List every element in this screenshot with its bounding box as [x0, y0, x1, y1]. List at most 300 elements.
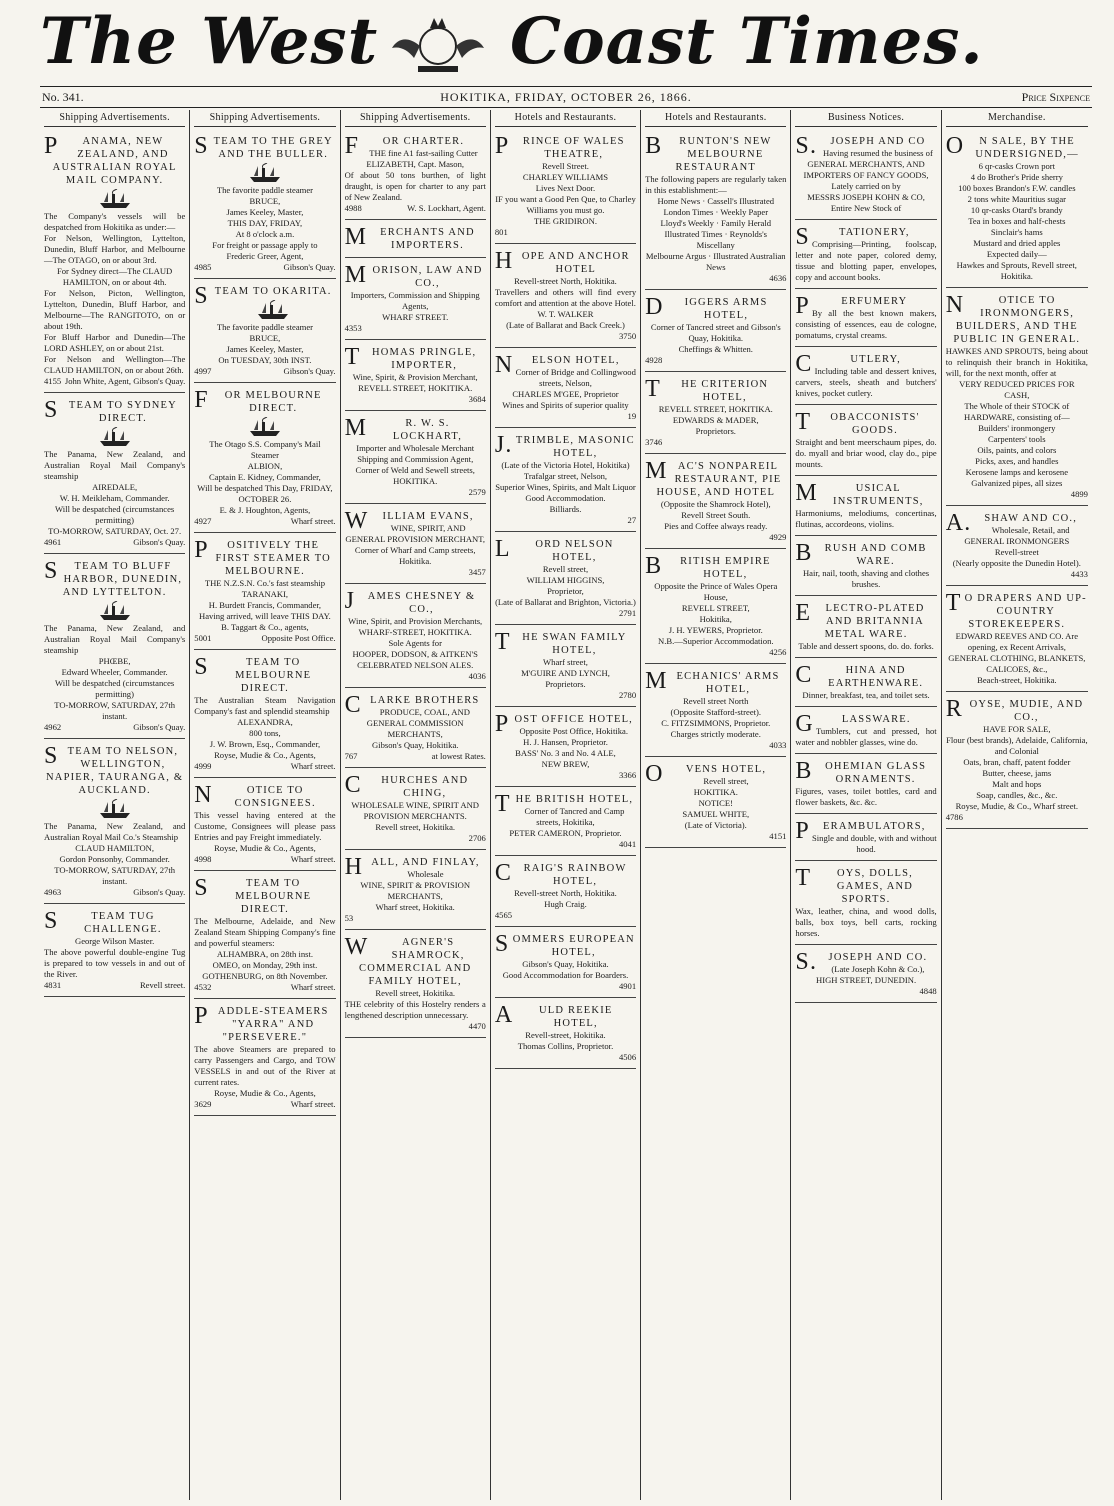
- ad-title: PRINCE OF WALES THEATRE,: [494, 133, 625, 160]
- ad-footer-text: 4433: [1070, 569, 1088, 579]
- ad-text-line: The Otago S.S. Company's Mail Steamer: [209, 439, 321, 460]
- ad-title: BOHEMIAN GLASS ORNAMENTS.: [795, 758, 927, 785]
- ad-text-line: Revell-street: [994, 547, 1039, 557]
- ad-text-line: Tumblers, cut and pressed, hot water and nobbler glasses, wine do.: [795, 726, 937, 747]
- column-7: [942, 110, 1092, 1500]
- ad-number: 4565: [494, 910, 513, 920]
- ad-text-line: Flour (best brands), Adelaide, California, and Colonial: [946, 735, 1088, 756]
- steamship-icon: [248, 417, 282, 437]
- advertisement: [44, 556, 185, 739]
- ad-text-line: Illustrated Times · Reynolds's Miscellany: [664, 229, 768, 250]
- ad-text-line: Corner of Tancred street and Gibson's Quay, Hokitika.: [650, 322, 781, 343]
- ad-text-line: Figures, vases, toilet bottles, card and flower baskets, &c. &c.: [795, 786, 937, 807]
- ad-title: STEAM TO BLUFF HARBOR, DUNEDIN, AND LYTTELTON.: [44, 558, 183, 598]
- ad-text-line: Proprietor,: [547, 586, 584, 596]
- ad-text-line: C. FITZSIMMONS, Proprietor.: [661, 718, 771, 728]
- ad-footer: [495, 227, 636, 238]
- ad-text-line: Gibson's Quay, Hokitika.: [371, 740, 459, 750]
- ad-text-line: Wholesale: [407, 869, 444, 879]
- ad-text-line: ALBION,: [247, 461, 283, 471]
- ad-footer-text: 4470: [468, 1021, 486, 1031]
- ad-text-line: This vessel having entered at the Custome, Consignees will please pass Entries and pay Freight immediately.: [194, 810, 336, 842]
- ad-footer-text: 3366: [618, 770, 637, 780]
- ad-footer: [495, 770, 636, 781]
- ad-number: 4786: [945, 812, 963, 822]
- ad-text-line: WILLIAM HIGGINS,: [526, 575, 605, 585]
- ad-footer: [795, 986, 936, 997]
- ad-footer: [345, 487, 486, 498]
- ad-text-line: Captain E. Kidney, Commander,: [209, 472, 321, 482]
- ad-title: MORISON, LAW AND CO.,: [344, 262, 483, 289]
- ad-text-line: Hawkes and Sprouts, Revell street, Hokitika.: [956, 260, 1077, 281]
- issue-price: Price Sixpence: [1021, 90, 1090, 104]
- advertisement: [795, 816, 936, 861]
- ad-text-line: W. T. WALKER: [537, 309, 594, 319]
- ad-text-line: PRODUCE, COAL, AND GENERAL COMMISSION MERCHANTS,: [366, 707, 470, 739]
- ad-footer: [495, 981, 636, 992]
- ad-text-line: Galvanized pipes, all sizes: [971, 478, 1063, 488]
- ad-text-line: THE celebrity of this Hostelry renders a lengthened description unnecessary.: [344, 999, 486, 1020]
- ad-text-line: GENERAL CLOTHING, BLANKETS, CALICOES, &c.,: [948, 653, 1086, 674]
- ad-text-line: TO-MORROW, SATURDAY, 27th instant.: [54, 865, 176, 886]
- ad-text-line: Expected daily—: [986, 249, 1047, 259]
- ad-title: S.JOSEPH AND CO: [795, 133, 926, 159]
- ad-title: CHURCHES AND CHING,: [344, 772, 469, 799]
- column-heading: Merchandise.: [946, 110, 1088, 127]
- ad-number: 4155: [44, 376, 62, 386]
- ad-text-line: HOKITIKA.: [393, 476, 438, 486]
- advertisement: [645, 374, 786, 454]
- ad-text-line: GENERAL IRONMONGERS: [964, 536, 1070, 546]
- ad-footer: [645, 273, 786, 284]
- ad-text-line: ALEXANDRA,: [237, 717, 293, 727]
- ad-text-line: WINE, SPIRIT, AND GENERAL PROVISION MERCHANT,: [345, 523, 486, 544]
- advertisement: [946, 508, 1088, 586]
- column-2: [190, 110, 340, 1500]
- ad-text-line: The following papers are regularly taken in this establishment:—: [645, 174, 787, 195]
- ad-text-line: The above powerful double-engine Tug is prepared to tow vessels in and out of the River.: [44, 947, 186, 979]
- column-heading: Business Notices.: [795, 110, 936, 127]
- ad-text-line: CHARLES M'GEE, Proprietor: [512, 389, 619, 399]
- ad-title: SOMMERS EUROPEAN HOTEL,: [494, 931, 635, 958]
- advertisement: [795, 291, 936, 347]
- advertisement: [495, 709, 636, 787]
- ad-text-line: Comprising—Printing, foolscap, letter and note paper, colored demy, tissue and blotting paper, envelopes, copy and account books.: [795, 239, 937, 282]
- ad-title: HOPE AND ANCHOR HOTEL: [494, 248, 630, 275]
- ad-footer: [345, 394, 486, 405]
- ad-text-line: Revell street,: [542, 564, 589, 574]
- advertisement: [495, 627, 636, 707]
- ad-number: 801: [494, 227, 508, 237]
- ad-text-line: REVELL STREET, HOKITIKA.: [658, 404, 773, 414]
- advertisement: [495, 131, 636, 244]
- advertisement: [795, 709, 936, 754]
- column-1: [40, 110, 190, 1500]
- ad-text-line: James Keeley, Master,: [226, 344, 304, 354]
- ad-text-line: Oats, bran, chaff, patent fodder: [963, 757, 1071, 767]
- ad-text-line: Picks, axes, and handles: [975, 456, 1059, 466]
- ad-title: STEAM TO MELBOURNE DIRECT.: [194, 654, 312, 694]
- ad-text-line: Opposite Post Office, Hokitika.: [519, 726, 628, 736]
- ad-title: THE SWAN FAMILY HOTEL,: [494, 629, 627, 656]
- advertisement: [495, 789, 636, 856]
- column-4: [491, 110, 641, 1500]
- ad-number: 4532: [194, 982, 212, 992]
- ad-text-line: OMEO, on Monday, 29th inst.: [212, 960, 318, 970]
- ad-footer-text: 27: [627, 515, 637, 525]
- ad-text-line: Sole Agents for: [388, 638, 442, 648]
- ad-text-line: (Nearly opposite the Dunedin Hotel).: [952, 558, 1081, 568]
- ad-text-line: THE GRIDIRON.: [533, 216, 597, 226]
- advertisement: [495, 246, 636, 348]
- ad-number: 4998: [194, 854, 212, 864]
- advertisement: [345, 586, 486, 688]
- advertisement: [645, 292, 786, 372]
- ad-text-line: Opposite the Prince of Wales Opera House,: [654, 581, 778, 602]
- ad-title: THE BRITISH HOTEL,: [494, 791, 634, 817]
- ad-title: GLASSWARE.: [795, 711, 911, 737]
- ad-text-line: HAVE FOR SALE,: [983, 724, 1051, 734]
- ad-footer-text: Opposite Post Office.: [261, 633, 336, 643]
- ad-footer: [645, 740, 786, 751]
- ad-text-line: Revell Street.: [542, 161, 589, 171]
- advertisement: [345, 506, 486, 584]
- ad-text-line: Having arrived, will leave THIS DAY.: [199, 611, 331, 621]
- ad-text-line: THIS DAY, FRIDAY,: [227, 218, 303, 228]
- ad-footer-text: Wharf street.: [290, 1099, 336, 1109]
- advertisement: [495, 534, 636, 625]
- ad-footer-text: 4929: [769, 532, 787, 542]
- ad-text-line: Table and dessert spoons, do. do. forks.: [798, 641, 934, 651]
- issue-date: HOKITIKA, FRIDAY, OCTOBER 26, 1866.: [440, 90, 692, 104]
- ad-number: 4985: [194, 262, 212, 272]
- advertisement: [345, 131, 486, 220]
- ad-text-line: Entire New Stock of: [830, 203, 902, 213]
- ad-text-line: Sinclair's hams: [990, 227, 1043, 237]
- ad-text-line: Cheffings & Whitten.: [678, 344, 753, 354]
- advertisement: [44, 131, 185, 393]
- ad-text-line: Travellers and others will find every comfort and attention at the above Hotel.: [494, 287, 637, 308]
- ad-number: 4997: [194, 366, 212, 376]
- ad-footer-text: Wharf street.: [290, 982, 336, 992]
- ad-text-line: CLAUD HAMILTON,: [75, 843, 155, 853]
- ad-number: 4353: [344, 323, 362, 333]
- advertisement: [44, 741, 185, 904]
- advertisement: [194, 780, 335, 871]
- ad-text-line: Kerosene lamps and kerosene: [965, 467, 1069, 477]
- steamship-icon: [98, 799, 132, 819]
- advertisement: [194, 652, 335, 778]
- ad-text-line: GENERAL MERCHANTS, AND: [807, 159, 925, 169]
- ad-footer-text: Wharf street.: [290, 761, 336, 771]
- advertisement: [345, 342, 486, 411]
- ad-footer-text: Revell street.: [139, 980, 186, 990]
- ad-text-line: Wharf street,: [543, 657, 588, 667]
- column-heading: Shipping Advertisements.: [345, 110, 486, 127]
- ad-title: TOYS, DOLLS, GAMES, AND SPORTS.: [795, 865, 914, 905]
- ad-text-line: Wine, Spirit, & Provision Merchant,: [352, 372, 478, 382]
- ad-text-line: THE N.Z.S.N. Co.'s fast steamship: [204, 578, 326, 588]
- ad-text-line: IF you want a Good Pen Que, to Charley Williams you must go.: [495, 194, 636, 215]
- ad-footer-text: 4256: [769, 647, 787, 657]
- advertisement: [345, 852, 486, 930]
- ad-text-line: HOKITIKA.: [693, 787, 738, 797]
- ad-title: JAMES CHESNEY & CO.,: [344, 588, 476, 615]
- ad-text-line: Revell-street, Hokitika.: [525, 1030, 606, 1040]
- ad-text-line: Single and double, with and without hood.: [812, 833, 937, 854]
- ad-footer: [194, 761, 335, 772]
- ad-text-line: Straight and bent meerschaum pipes, do. do. myall and briar wood, clay do., pipe mounts.: [795, 437, 937, 469]
- ad-text-line: (Opposite Stafford-street).: [670, 707, 762, 717]
- ad-text-line: London Times · Weekly Paper: [663, 207, 769, 217]
- ad-number: 4831: [44, 980, 62, 990]
- ad-footer-text: Gibson's Quay.: [133, 722, 186, 732]
- ad-text-line: (Late of Ballarat and Brighton, Victoria.): [495, 597, 636, 607]
- ad-text-line: Corner of Weld and Sewell streets,: [355, 465, 475, 475]
- ad-text-line: Thomas Collins, Proprietor.: [517, 1041, 614, 1051]
- ad-text-line: M'GUIRE AND LYNCH,: [521, 668, 610, 678]
- ad-text-line: W. H. Meikleham, Commander.: [59, 493, 170, 503]
- ad-title: MAC'S NONPAREIL RESTAURANT, PIE HOUSE, AND HOTEL: [645, 458, 782, 498]
- ad-text-line: N.B.—Superior Accommodation.: [658, 636, 774, 646]
- column-6: [791, 110, 941, 1500]
- advertisement: [194, 1001, 335, 1116]
- ad-text-line: Oils, paints, and colors: [977, 445, 1057, 455]
- ad-text-line: Beach-street, Hokitika.: [977, 675, 1057, 685]
- ad-footer-text: 4036: [468, 671, 486, 681]
- ad-text-line: Revell-street North, Hokitika.: [514, 276, 617, 286]
- ad-title: ON SALE, BY THE UNDERSIGNED,—: [945, 133, 1079, 160]
- ad-text-line: WHARF STREET.: [382, 312, 449, 322]
- ad-footer-text: 2706: [468, 833, 486, 843]
- ad-title: J.TRIMBLE, MASONIC HOTEL,: [494, 432, 635, 459]
- ad-text-line: Royse, Mudie & Co., Agents,: [214, 1088, 316, 1098]
- ad-footer-text: Gibson's Quay.: [283, 262, 336, 272]
- ad-title: NOTICE TO CONSIGNEES.: [194, 782, 316, 809]
- ad-footer: [44, 722, 185, 733]
- ad-text-line: E. & J. Houghton, Agents,: [219, 505, 311, 515]
- ad-text-line: J. W. Brown, Esq., Commander,: [209, 739, 321, 749]
- ad-text-line: CHARLEY WILLIAMS: [522, 172, 609, 182]
- ad-text-line: Revell-street North, Hokitika.: [514, 888, 617, 898]
- ad-text-line: 4 do Brother's Pride sherry: [970, 172, 1063, 182]
- ad-title: ROYSE, MUDIE, AND CO.,: [945, 696, 1084, 723]
- steamship-icon: [98, 427, 132, 447]
- masthead-title-left: The West: [40, 4, 379, 79]
- ad-text-line: TO-MORROW, SATURDAY, 27th instant.: [54, 700, 176, 721]
- ad-title: AULD REEKIE HOTEL,: [494, 1002, 613, 1029]
- ad-footer: [495, 411, 636, 422]
- column-heading: Hotels and Restaurants.: [495, 110, 636, 127]
- ad-text-line: EDWARD REEVES AND CO. Are opening, ex Recent Arrivals,: [955, 631, 1079, 652]
- ad-text-line: Of about 50 tons burthen, of light draught, is open for charter to any part of New Zealand.: [344, 170, 486, 202]
- advertisement: [795, 349, 936, 405]
- ad-footer-text: 3750: [618, 331, 637, 341]
- ad-text-line: Proprietors.: [545, 679, 586, 689]
- ad-title: LORD NELSON HOTEL,: [494, 536, 614, 563]
- ad-footer-text: at lowest Rates.: [431, 751, 486, 761]
- ad-text-line: Gordon Ponsonby, Commander.: [59, 854, 170, 864]
- ad-text-line: Mustard and dried apples: [973, 238, 1061, 248]
- ad-footer-text: 19: [627, 411, 637, 421]
- issue-number: No. 341.: [42, 90, 84, 104]
- ad-text-line: Royse, Mudie, & Co., Wharf street.: [955, 801, 1079, 811]
- ad-text-line: (Late of the Victoria Hotel, Hokitika): [501, 460, 630, 470]
- ad-footer: [194, 366, 335, 377]
- advertisement: [495, 929, 636, 998]
- ad-title: POST OFFICE HOTEL,: [494, 711, 634, 737]
- advertisement: [946, 290, 1088, 506]
- ad-footer: [345, 203, 486, 214]
- column-heading: Shipping Advertisements.: [194, 110, 335, 127]
- ad-text-line: Good Accommodation for Boarders.: [502, 970, 629, 980]
- ad-title: PANAMA, NEW ZEALAND, AND AUSTRALIAN ROYAL MAIL COMPANY.: [44, 133, 177, 186]
- ad-footer: [44, 376, 185, 387]
- ad-title: NELSON HOTEL,: [494, 352, 620, 378]
- steamship-icon: [248, 163, 282, 183]
- ad-text-line: For freight or passage apply to: [212, 240, 318, 250]
- ad-title: ELECTRO-PLATED AND BRITANNIA METAL WARE.: [795, 600, 925, 640]
- steamship-icon: [256, 300, 290, 320]
- ad-footer: [194, 633, 335, 644]
- ad-title: THOMAS PRINGLE, IMPORTER,: [344, 344, 477, 371]
- advertisement: [795, 131, 936, 220]
- ad-footer: [645, 437, 786, 448]
- ad-footer: [194, 262, 335, 273]
- ad-text-line: The favorite paddle steamer: [216, 185, 313, 195]
- advertisement: [795, 538, 936, 596]
- column-heading: Shipping Advertisements.: [44, 110, 185, 127]
- ad-title: S.JOSEPH AND CO.: [795, 949, 928, 975]
- ad-footer-text: Gibson's Quay.: [283, 366, 336, 376]
- advertisement: [645, 759, 786, 848]
- ad-text-line: (Late of Ballarat and Back Creek.): [506, 320, 625, 330]
- ad-footer: [495, 1052, 636, 1063]
- ad-title: TO DRAPERS AND UP-COUNTRY STOREKEEPERS.: [945, 590, 1087, 630]
- ad-footer-text: 4151: [769, 831, 787, 841]
- ad-text-line: Revell street, Hokitika.: [375, 988, 456, 998]
- ad-text-line: The Panama, New Zealand, and Australian Royal Mail Company's steamship: [44, 449, 186, 481]
- ad-title: TOBACCONISTS' GOODS.: [795, 409, 920, 436]
- advertisement: [795, 222, 936, 289]
- ad-text-line: Harmoniums, melodiums, concertinas, flutinas, accordeons, violins.: [795, 508, 937, 529]
- ad-text-line: MESSRS JOSEPH KOHN & CO,: [807, 192, 925, 202]
- ad-text-line: (Late Joseph Kohn & Co.),: [831, 964, 925, 974]
- ad-text-line: 100 boxes Brandon's F.W. candles: [958, 183, 1076, 193]
- ad-text-line: Billiards.: [549, 504, 582, 514]
- ad-text-line: Including table and dessert knives, carvers, steels, sheath and butchers' knives, pocket cutlery.: [795, 366, 937, 398]
- ad-title: STEAM TO OKARITA.: [194, 283, 332, 309]
- ad-number: 53: [344, 913, 354, 923]
- ad-text-line: Royse, Mudie & Co., Agents,: [214, 843, 316, 853]
- ad-text-line: WINE, SPIRIT & PROVISION MERCHANTS,: [360, 880, 471, 901]
- ad-text-line: Pies and Coffee always ready.: [664, 521, 768, 531]
- advertisement: [795, 598, 936, 658]
- ad-text-line: Corner of Tancred and Camp streets, Hokitika,: [524, 806, 625, 827]
- ad-text-line: HIGH STREET, DUNEDIN.: [816, 975, 917, 985]
- ad-text-line: Revell street North: [683, 696, 749, 706]
- ad-number: 3629: [194, 1099, 212, 1109]
- ad-footer: [44, 887, 185, 898]
- ad-text-line: Shipping and Commission Agent,: [357, 454, 474, 464]
- ad-footer-text: 3457: [468, 567, 486, 577]
- ad-text-line: B. Taggart & Co., agents,: [221, 622, 309, 632]
- ad-text-line: Revell street,: [703, 776, 749, 786]
- ad-text-line: Hokitika,: [699, 614, 732, 624]
- ad-text-line: For Nelson, Picton, Wellington, Lyttelton, Dunedin, Bluff Harbor, and Melbourne—The RANGITOTO, on or about 19th.: [44, 288, 186, 331]
- ad-text-line: Wholesale, Retail, and: [991, 525, 1070, 535]
- steamship-icon: [98, 189, 132, 209]
- advertisement: [194, 535, 335, 650]
- ad-text-line: Will be despatched This Day, FRIDAY, OCTOBER 26.: [197, 483, 333, 504]
- ad-number: 4963: [44, 887, 62, 897]
- ad-text-line: NOTICE!: [698, 798, 733, 808]
- dateline-bar: [40, 86, 1092, 108]
- ad-text-line: REVELL STREET,: [681, 603, 750, 613]
- ad-title: FOR CHARTER.: [344, 133, 465, 159]
- advertisement: [645, 456, 786, 549]
- ad-footer: [345, 751, 486, 762]
- ad-footer: [946, 812, 1088, 823]
- advertisement: [194, 281, 335, 383]
- ad-text-line: Importer and Wholesale Merchant: [356, 443, 475, 453]
- ad-title: FOR MELBOURNE DIRECT.: [194, 387, 322, 414]
- ad-footer-text: 2780: [618, 690, 637, 700]
- ad-text-line: By all the best known makers, consisting of essences, eau de cologne, pomatums, crystal creams.: [795, 308, 937, 340]
- ad-number: 4999: [194, 761, 212, 771]
- ad-title: MERCHANTS AND IMPORTERS.: [344, 224, 475, 251]
- ad-title: PADDLE-STEAMERS "YARRA" AND "PERSEVERE.": [194, 1003, 329, 1043]
- ad-title: MECHANICS' ARMS HOTEL,: [645, 668, 780, 695]
- ad-text-line: REVELL STREET, HOKITIKA.: [358, 383, 473, 393]
- ad-title: HALL, AND FINLAY,: [344, 854, 480, 880]
- ad-footer-text: 4033: [769, 740, 787, 750]
- ad-title: MUSICAL INSTRUMENTS,: [795, 480, 924, 507]
- ad-text-line: ALHAMBRA, on 28th inst.: [216, 949, 314, 959]
- advertisement: [645, 551, 786, 664]
- ad-footer-text: 4848: [919, 986, 937, 996]
- advertisement: [495, 858, 636, 927]
- ad-footer: [194, 1099, 335, 1110]
- advertisement: [795, 407, 936, 476]
- ad-title: STEAM TO THE GREY AND THE BULLER.: [194, 133, 333, 160]
- ad-footer: [645, 647, 786, 658]
- ad-number: 5001: [194, 633, 212, 643]
- masthead: [0, 0, 1114, 88]
- advertisement: [795, 478, 936, 536]
- ad-footer-text: John White, Agent, Gibson's Quay.: [64, 376, 186, 386]
- ad-footer: [345, 913, 486, 924]
- ad-text-line: The Melbourne, Adelaide, and New Zealand Steam Shipping Company's fine and powerful steamers:: [194, 916, 336, 948]
- ad-footer: [345, 323, 486, 334]
- column-3: [341, 110, 491, 1500]
- ad-footer: [495, 608, 636, 619]
- ad-text-line: For Nelson, Wellington, Lyttelton, Dunedin, Bluff Harbor, and Melbourne—The OTAGO, on or about 3rd.: [44, 233, 186, 265]
- ad-title: CHINA AND EARTHENWARE.: [795, 662, 924, 689]
- masthead-title-right: Coast Times.: [510, 4, 984, 79]
- ad-text-line: The favorite paddle steamer: [216, 322, 313, 332]
- advertisement: [946, 131, 1088, 288]
- ad-title: PERAMBULATORS,: [795, 818, 926, 844]
- ad-text-line: The Panama, New Zealand, and Australian Royal Mail Co.'s Steamship: [44, 821, 186, 842]
- ad-text-line: Wharf street, Hokitika.: [375, 902, 455, 912]
- ad-footer-text: 4506: [618, 1052, 637, 1062]
- advertisement: [345, 222, 486, 258]
- ad-title: DIGGERS ARMS HOTEL,: [645, 294, 768, 321]
- ad-number: 3746: [645, 437, 663, 447]
- ad-text-line: Dinner, breakfast, tea, and toilet sets.: [802, 690, 930, 700]
- ad-text-line: BRUCE,: [249, 196, 281, 206]
